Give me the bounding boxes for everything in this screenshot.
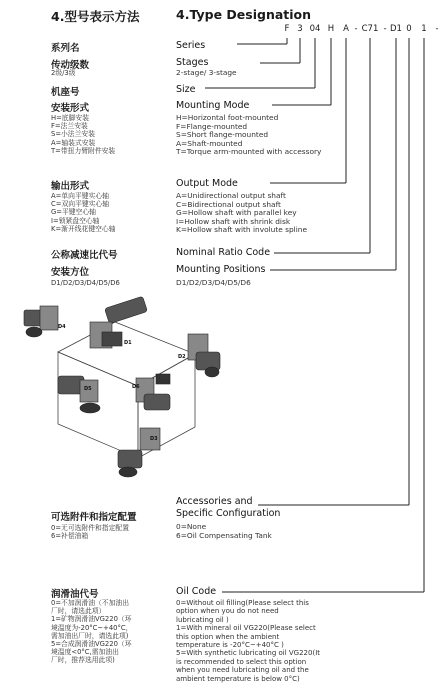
list-item: T=带扭力臂附件安装 bbox=[51, 146, 116, 155]
code-char: 0 bbox=[406, 24, 412, 34]
accessories-cn-list bbox=[51, 524, 129, 540]
list-item: ambient temperature is below 0°C) bbox=[176, 674, 300, 683]
oil-en: Oil Code bbox=[176, 586, 217, 597]
list-item: G=Hollow shaft with parallel key bbox=[176, 208, 297, 218]
output-mode-cn-list bbox=[51, 192, 116, 233]
list-item: G=平键空心轴 bbox=[51, 208, 96, 217]
list-item: T=Torque arm-mounted with accessory bbox=[176, 147, 322, 157]
list-item: 0=不加润滑油（不加油出 bbox=[51, 599, 129, 607]
accessories-en-list bbox=[176, 523, 272, 540]
stages-cn: 传动级数 bbox=[51, 60, 90, 71]
list-item: option when you do not need bbox=[176, 607, 279, 616]
list-item: 0=None bbox=[176, 522, 207, 531]
list-item: 厂时，推荐选用此项) bbox=[51, 656, 115, 665]
list-item: F=法兰安装 bbox=[51, 122, 88, 131]
heading-en: 4.Type Designation bbox=[176, 7, 312, 22]
list-item: S=Short flange-mounted bbox=[176, 130, 269, 140]
list-item: 厂时，请选此项） bbox=[51, 607, 106, 616]
list-item: 1=矿物润滑油VG220（环 bbox=[51, 615, 132, 624]
series-cn: 系列名 bbox=[51, 43, 80, 54]
stages-en: Stages bbox=[176, 57, 209, 68]
code-char: A bbox=[343, 24, 349, 34]
list-item: K=Hollow shaft with involute spline bbox=[176, 225, 307, 235]
figure-label: D4 bbox=[58, 324, 66, 330]
code-char: D1 bbox=[390, 24, 402, 34]
oil-cn: 润滑油代号 bbox=[51, 589, 99, 600]
positions-en: Mounting Positions bbox=[176, 264, 266, 275]
list-item: when you need lubricating oil and the bbox=[176, 666, 309, 675]
list-item: A=Shaft-mounted bbox=[176, 138, 243, 148]
heading-cn: 4.型号表示方法 bbox=[51, 9, 140, 24]
figure-label: D6 bbox=[132, 384, 140, 390]
list-item: 6=Oil Compensating Tank bbox=[176, 530, 272, 540]
list-item: C=双向平键实心轴 bbox=[51, 200, 110, 209]
list-item: F=Flange-mounted bbox=[176, 121, 248, 131]
figure-label: D3 bbox=[150, 436, 158, 442]
motor-d2 bbox=[188, 334, 220, 377]
accessories-en bbox=[176, 496, 280, 519]
list-item: C=Bidirectional output shaft bbox=[176, 199, 281, 209]
stages-cn-sub: 2级/3级 bbox=[51, 69, 76, 77]
positions-cn: 安装方位 bbox=[51, 267, 90, 278]
list-item: A=Unidirectional output shaft bbox=[176, 191, 286, 200]
ratio-cn: 公称减速比代号 bbox=[51, 250, 118, 261]
list-item: S=小法兰安装 bbox=[51, 130, 95, 139]
list-item: lubricating oil ) bbox=[176, 615, 229, 624]
positions-cn-sub: D1/D2/D3/D4/D5/D6 bbox=[51, 279, 120, 287]
list-item: temperature is -20°C~+40°C ) bbox=[176, 641, 284, 650]
code-char: 1 bbox=[421, 24, 427, 34]
list-item: this option when the ambient bbox=[176, 632, 280, 641]
motor-d4 bbox=[24, 306, 58, 337]
ratio-en: Nominal Ratio Code bbox=[176, 247, 271, 258]
code-char: F bbox=[284, 24, 290, 34]
code-char: - bbox=[354, 24, 358, 34]
list-item: 需加油出厂时，请选此项) bbox=[51, 631, 129, 640]
stages-en-sub: 2-stage/ 3-stage bbox=[176, 68, 237, 77]
output-mode-cn: 输出形式 bbox=[51, 181, 90, 192]
size-en: Size bbox=[176, 84, 196, 95]
list-item: 0=Without oil filling(Please select this bbox=[176, 599, 309, 607]
output-mode-en: Output Mode bbox=[176, 178, 238, 189]
list-item: 6=补偿油箱 bbox=[51, 532, 89, 541]
list-item: A=轴装式安装 bbox=[51, 138, 96, 147]
size-cn: 机座号 bbox=[51, 87, 80, 98]
mounting-mode-en-list bbox=[176, 114, 321, 157]
figure-label: D2 bbox=[178, 354, 186, 360]
oil-cn-list bbox=[51, 599, 132, 665]
code-char: H bbox=[327, 24, 335, 34]
list-item: 境温度<0°C,需加油出 bbox=[51, 648, 119, 657]
series-en: Series bbox=[176, 40, 206, 51]
list-item: A=单向平键实心轴 bbox=[51, 192, 109, 200]
oil-en-list bbox=[176, 599, 320, 683]
list-item: 0=无可选附件和指定配置 bbox=[51, 524, 129, 532]
figure-label: D1 bbox=[124, 340, 132, 346]
list-item: 1=With mineral oil VG220(Please select bbox=[176, 624, 316, 633]
mounting-mode-en: Mounting Mode bbox=[176, 100, 250, 111]
output-mode-en-list bbox=[176, 192, 307, 235]
mounting-mode-cn-list bbox=[51, 114, 115, 155]
motor-d5 bbox=[58, 376, 100, 413]
code-char: 3 bbox=[297, 24, 303, 34]
list-item: H=底脚安装 bbox=[51, 114, 89, 122]
accessories-en-line: Specific Configuration bbox=[176, 507, 281, 519]
positions-en-sub: D1/D2/D3/D4/D5/D6 bbox=[176, 278, 251, 287]
motor-d1 bbox=[90, 296, 147, 348]
list-item: 境温度为-20°C~+40°C， bbox=[51, 623, 133, 632]
list-item: H=Horizontal foot-mounted bbox=[176, 113, 279, 122]
code-char: C71 bbox=[361, 24, 379, 34]
list-item: 5=合成润滑油VG220（环 bbox=[51, 640, 132, 649]
motor-d6 bbox=[136, 374, 170, 410]
mounting-mode-cn: 安装形式 bbox=[51, 103, 90, 114]
accessories-en-line: Accessories and bbox=[176, 496, 253, 507]
mounting-positions-figure bbox=[20, 292, 225, 488]
list-item: K=渐开线花键空心轴 bbox=[51, 224, 116, 233]
code-char: - bbox=[383, 24, 387, 34]
list-item: I=锁紧盘空心轴 bbox=[51, 216, 100, 225]
code-char: - bbox=[435, 24, 439, 34]
list-item: 5=With synthetic lubricating oil VG220(It bbox=[176, 649, 321, 658]
list-item: is recommended to select this option bbox=[176, 657, 307, 666]
code-char: 04 bbox=[309, 24, 321, 34]
figure-label: D5 bbox=[84, 386, 92, 392]
accessories-cn: 可选附件和指定配置 bbox=[51, 512, 137, 523]
list-item: I=Hollow shaft with shrink disk bbox=[176, 216, 291, 226]
